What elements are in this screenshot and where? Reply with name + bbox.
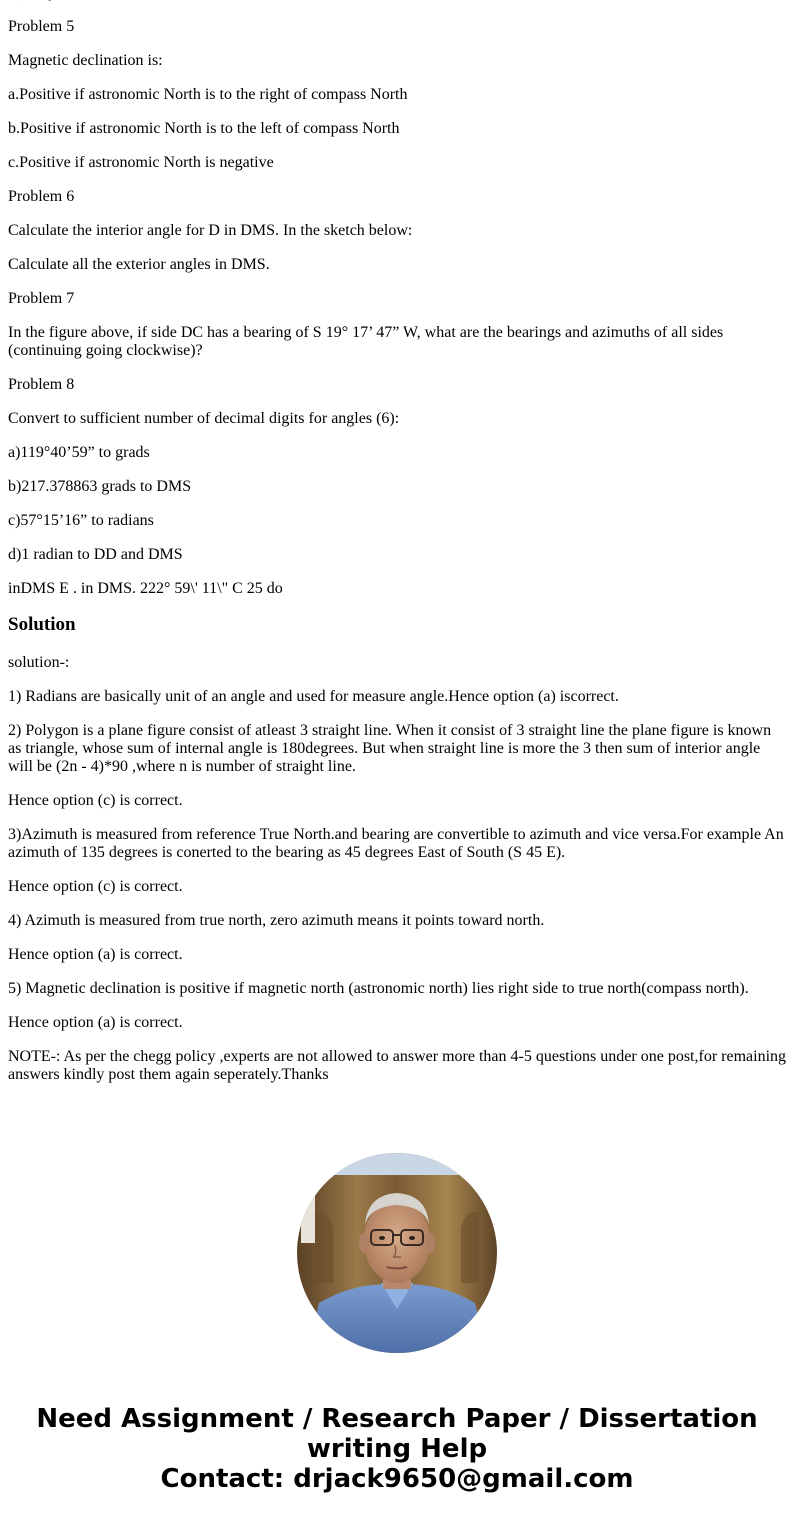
footer-line-1: Need Assignment / Research Paper / Dissertation	[36, 1404, 758, 1434]
answer-2: 2) Polygon is a plane figure consist of atleast 3 straight line. When it consist of 3 straight line the plane figure is known as triangle, whose sum of internal angle is 180degrees. But when straight line is more the 3 then sum of interior angle will be (2n - 4)*90 ,where n is number of straight line.	[8, 722, 772, 775]
problem-7-heading: Problem 7	[8, 290, 75, 307]
garbled-text-line: inDMS E . in DMS. 222° 59\' 11\" C 25 do	[8, 580, 283, 597]
solution-intro: solution-:	[8, 654, 70, 671]
problem-5-option-c: c.Positive if astronomic North is negative	[8, 154, 274, 171]
policy-note: NOTE-: As per the chegg policy ,experts are not allowed to answer more than 4-5 questions under one post,for remaining answers kindly post them again seperately.Thanks	[8, 1048, 787, 1083]
problem-5-option-a: a.Positive if astronomic North is to the right of compass North	[8, 86, 408, 103]
problem-8-question: Convert to sufficient number of decimal digits for angles (6):	[8, 410, 400, 427]
problem-5-question: Magnetic declination is:	[8, 52, 163, 69]
problem-6-question-1: Calculate the interior angle for D in DMS. In the sketch below:	[8, 222, 413, 239]
document-body	[8, 0, 786, 1100]
answer-5-conclusion: Hence option (a) is correct.	[8, 1014, 183, 1031]
cut-top-line	[8, 0, 786, 2]
answer-1: 1) Radians are basically unit of an angle and used for measure angle.Hence option (a) iscorrect.	[8, 688, 619, 705]
problem-5-option-b: b.Positive if astronomic North is to the left of compass North	[8, 120, 400, 137]
problem-7-question: In the figure above, if side DC has a bearing of S 19° 17’ 47” W, what are the bearings and azimuths of all sides (continuing going clockwise)?	[8, 324, 724, 359]
solution-heading: Solution	[8, 614, 76, 635]
problem-8-part-b: b)217.378863 grads to DMS	[8, 478, 192, 495]
answer-5: 5) Magnetic declination is positive if magnetic north (astronomic north) lies right side to true north(compass north).	[8, 980, 749, 997]
footer-contact-email: Contact: drjack9650@gmail.com	[160, 1464, 634, 1494]
answer-4-conclusion: Hence option (a) is correct.	[8, 946, 183, 963]
contact-footer	[0, 1404, 794, 1494]
answer-3: 3)Azimuth is measured from reference True North.and bearing are convertible to azimuth and vice versa.For example An azimuth of 135 degrees is conerted to the bearing as 45 degrees East of South (S 45 E).	[8, 826, 784, 861]
footer-line-2: writing Help	[306, 1434, 488, 1464]
problem-5-heading: Problem 5	[8, 18, 75, 35]
answer-2-conclusion: Hence option (c) is correct.	[8, 792, 183, 809]
problem-8-part-a: a)119°40’59” to grads	[8, 444, 150, 461]
author-portrait-image	[297, 1153, 497, 1353]
problem-8-part-d: d)1 radian to DD and DMS	[8, 546, 183, 563]
problem-6-heading: Problem 6	[8, 188, 75, 205]
problem-6-question-2: Calculate all the exterior angles in DMS.	[8, 256, 270, 273]
problem-8-heading: Problem 8	[8, 376, 75, 393]
answer-3-conclusion: Hence option (c) is correct.	[8, 878, 183, 895]
author-photo	[297, 1153, 497, 1353]
problem-8-part-c: c)57°15’16” to radians	[8, 512, 154, 529]
answer-4: 4) Azimuth is measured from true north, zero azimuth means it points toward north.	[8, 912, 545, 929]
